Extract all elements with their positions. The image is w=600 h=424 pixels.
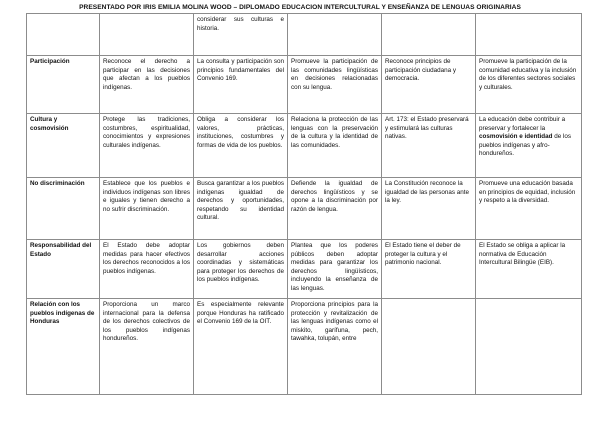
table-cell: Busca garantizar a los pueblos indígenas igualdad de derechos y oportunidades, respetando su identidad cultural. <box>194 178 288 240</box>
table-row <box>27 114 582 178</box>
table-cell: El Estado debe adoptar medidas para hacer efectivos los derechos reconocidos a los pueblos indígenas. <box>100 240 194 299</box>
table-cell: Es especialmente relevante porque Honduras ha ratificado el Convenio 169 de la OIT. <box>194 299 288 395</box>
cell-bold-text: cosmovisión e identidad <box>479 133 553 140</box>
comparison-table <box>26 13 582 395</box>
row-label: Responsabilidad del Estado <box>27 240 100 299</box>
row-label: Participación <box>27 56 100 114</box>
table-cell <box>476 114 582 178</box>
table-cell <box>476 14 582 56</box>
cell-text: La educación debe contribuir a preservar y fortalecer la <box>479 116 566 132</box>
table-cell: Defiende la igualdad de derechos lingüísticos y se opone a la discriminación por razón de lengua. <box>288 178 382 240</box>
table-cell: El Estado se obliga a aplicar la normativa de Educación Intercultural Bilingüe (EIB). <box>476 240 582 299</box>
table-row <box>27 14 582 56</box>
table-cell: Art. 173: el Estado preservará y estimulará las culturas nativas. <box>382 114 476 178</box>
table-cell <box>100 14 194 56</box>
table-cell <box>288 14 382 56</box>
table-cell: El Estado tiene el deber de proteger la cultura y el patrimonio nacional. <box>382 240 476 299</box>
row-label: Cultura y cosmovisión <box>27 114 100 178</box>
table-cell: Los gobiernos deben desarrollar acciones coordinadas y sistemáticas para proteger los derechos de los pueblos indígenas. <box>194 240 288 299</box>
table-cell: La Constitución reconoce la igualdad de las personas ante la ley. <box>382 178 476 240</box>
table-cell: Establece que los pueblos e individuos indígenas son libres e iguales y tienen derecho a no sufrir discriminación. <box>100 178 194 240</box>
table-cell: Plantea que los poderes públicos deben adoptar medidas para garantizar los derechos lingüísticos, incluyendo la enseñanza de las lenguas. <box>288 240 382 299</box>
row-label: Relación con los pueblos indígenas de Honduras <box>27 299 100 395</box>
table-cell <box>382 299 476 395</box>
table-cell: Obliga a considerar los valores, prácticas, instituciones, costumbres y formas de vida de los pueblos. <box>194 114 288 178</box>
table-row <box>27 56 582 114</box>
table-cell: Protege las tradiciones, costumbres, espiritualidad, conocimientos y expresiones culturales indígenas. <box>100 114 194 178</box>
table-cell: Promueve la participación de las comunidades lingüísticas en decisiones relacionadas con su lengua. <box>288 56 382 114</box>
table-row <box>27 240 582 299</box>
table-row <box>27 178 582 240</box>
row-label: No discriminación <box>27 178 100 240</box>
table-cell: La consulta y participación son principios fundamentales del Convenio 169. <box>194 56 288 114</box>
row-label <box>27 14 100 56</box>
table-cell: Proporciona un marco internacional para la defensa de los derechos colectivos de los pueblos indígenas hondureños. <box>100 299 194 395</box>
cell-text: de los pueblos indígenas y afro-hondureños. <box>479 133 572 157</box>
document-title: PRESENTADO POR IRIS EMILIA MOLINA WOOD – DIPLOMADO EDUCACION INTERCULTURAL Y ENSEÑANZA DE LENGUAS ORIGINARIAS <box>79 4 521 11</box>
table-cell: considerar sus culturas e historia. <box>194 14 288 56</box>
table-cell: Proporciona principios para la protección y revitalización de las lenguas indígenas como el miskito, garífuna, pech, tawahka, tolupán, entre <box>288 299 382 395</box>
table-cell: Reconoce el derecho a participar en las decisiones que afectan a los pueblos indígenas. <box>100 56 194 114</box>
table-cell <box>382 14 476 56</box>
table-cell: Relaciona la protección de las lenguas con la preservación de la cultura y la identidad de las comunidades. <box>288 114 382 178</box>
table-cell: Reconoce principios de participación ciudadana y democracia. <box>382 56 476 114</box>
table-row <box>27 299 582 395</box>
table-cell <box>476 299 582 395</box>
table-cell: Promueve una educación basada en principios de equidad, inclusión y respeto a la diversidad. <box>476 178 582 240</box>
table-cell: Promueve la participación de la comunidad educativa y la inclusión de los diferentes sectores sociales y culturales. <box>476 56 582 114</box>
